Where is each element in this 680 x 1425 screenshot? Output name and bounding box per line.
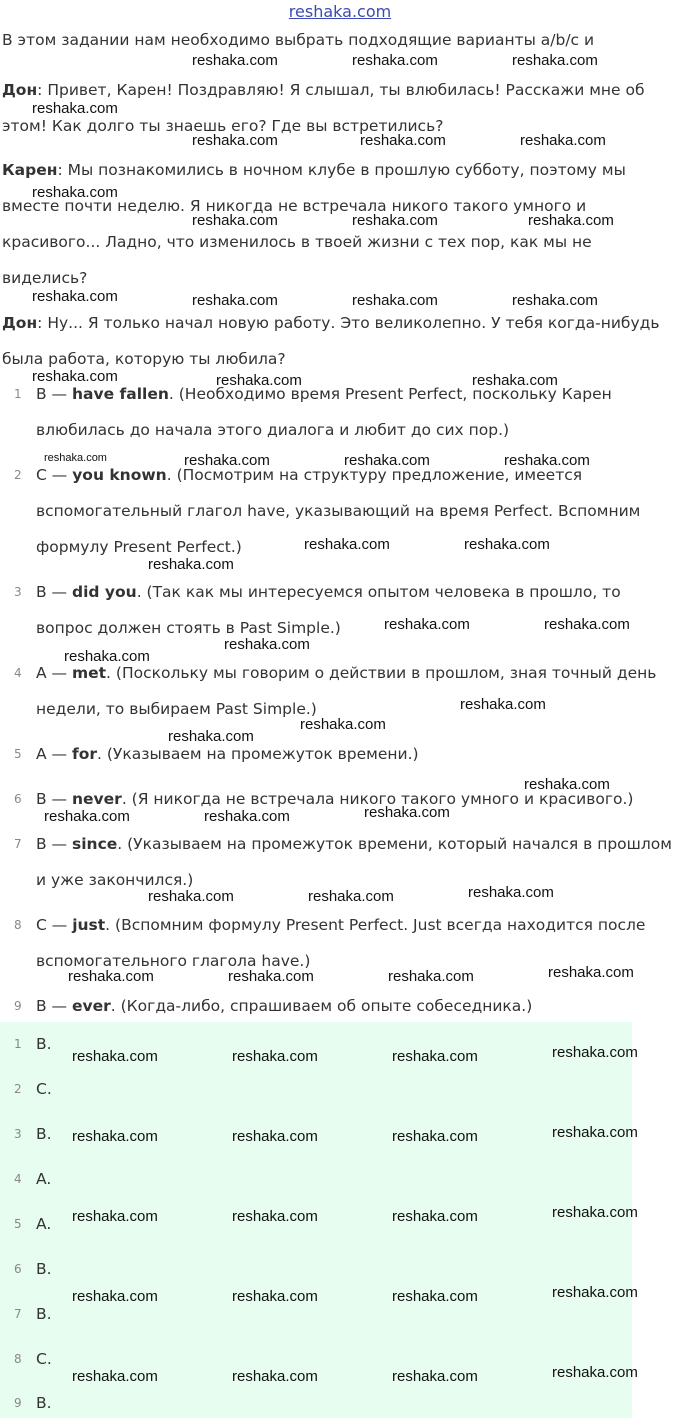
watermark-text: reshaka.com	[468, 884, 554, 901]
answer-letter: B —	[36, 835, 72, 853]
watermark-text: reshaka.com	[44, 808, 130, 825]
answer-phrase: for	[71, 745, 98, 763]
answer-value: C.	[36, 1350, 52, 1368]
answer-value: B.	[36, 1035, 52, 1053]
watermark-text: reshaka.com	[228, 968, 314, 985]
watermark-text: reshaka.com	[552, 1124, 638, 1141]
watermark-text: reshaka.com	[528, 212, 614, 229]
watermark-text: reshaka.com	[72, 1368, 158, 1385]
answer-row	[0, 1251, 632, 1291]
watermark-text: reshaka.com	[232, 1048, 318, 1065]
answer-value: B.	[36, 1260, 52, 1278]
watermark-text: reshaka.com	[364, 804, 450, 821]
dialogue-text: : Мы познакомились в ночном клубе в прошлую субботу, поэтому мы вместе почти неделю. Я никогда не встречала никого такого умного и красивого... Ладно, что изменилось в твоей жизни с тех пор, как мы не виделись?	[2, 161, 626, 287]
watermark-text: reshaka.com	[72, 1208, 158, 1225]
explanation-rest: . (Необходимо время Present Perfect, поскольку Карен влюбилась до начала этого диалога и любит до сих пор.)	[36, 385, 612, 439]
speaker-name: Дон	[2, 81, 38, 99]
item-number: 1	[14, 387, 22, 401]
answer-number: 5	[14, 1217, 22, 1231]
site-title[interactable]: reshaka.com	[288, 2, 392, 21]
watermark-text: reshaka.com	[148, 556, 234, 573]
watermark-text: reshaka.com	[552, 1044, 638, 1061]
explanation-rest: . (Посмотрим на структуру предложение, имеется вспомогательный глагол have, указывающий на время Perfect. Вспомним формулу Present Perfect.)	[36, 466, 641, 556]
answer-row	[0, 1071, 632, 1111]
watermark-text: reshaka.com	[308, 888, 394, 905]
watermark-text: reshaka.com	[32, 100, 118, 117]
answer-value: A.	[36, 1170, 52, 1188]
watermark-text: reshaka.com	[148, 888, 234, 905]
watermark-text: reshaka.com	[72, 1288, 158, 1305]
answer-letter: B —	[36, 583, 72, 601]
watermark-text: reshaka.com	[232, 1368, 318, 1385]
watermark-text: reshaka.com	[184, 452, 270, 469]
answer-letter: C —	[36, 916, 73, 934]
watermark-text: reshaka.com	[352, 292, 438, 309]
watermark-text: reshaka.com	[44, 452, 107, 464]
answer-phrase: met	[71, 664, 107, 682]
intro-paragraph: В этом задании нам необходимо выбрать подходящие варианты a/b/c и	[2, 31, 595, 49]
answer-phrase: ever	[72, 997, 111, 1015]
watermark-text: reshaka.com	[232, 1208, 318, 1225]
explanation-rest: . (Поскольку мы говорим о действии в прошлом, зная точный день недели, то выбираем Past Simple.)	[36, 664, 657, 718]
answer-value: C.	[36, 1080, 52, 1098]
answer-letter: A —	[36, 664, 72, 682]
item-number: 9	[14, 999, 22, 1013]
watermark-text: reshaka.com	[512, 292, 598, 309]
answer-number: 6	[14, 1262, 22, 1276]
watermark-text: reshaka.com	[192, 212, 278, 229]
watermark-text: reshaka.com	[192, 52, 278, 69]
watermark-text: reshaka.com	[524, 776, 610, 793]
watermark-text: reshaka.com	[192, 292, 278, 309]
watermark-text: reshaka.com	[352, 52, 438, 69]
speaker-name: Карен	[2, 161, 58, 179]
item-number: 4	[14, 666, 22, 680]
watermark-text: reshaka.com	[544, 616, 630, 633]
explanation-text	[36, 574, 676, 646]
answer-number: 2	[14, 1082, 22, 1096]
answer-letter: A —	[36, 745, 72, 763]
watermark-text: reshaka.com	[360, 132, 446, 149]
watermark-text: reshaka.com	[72, 1048, 158, 1065]
watermark-text: reshaka.com	[504, 452, 590, 469]
explanation-text	[36, 376, 676, 448]
answer-number: 4	[14, 1172, 22, 1186]
speaker-name: Дон	[2, 314, 38, 332]
watermark-text: reshaka.com	[552, 1364, 638, 1381]
watermark-text: reshaka.com	[472, 372, 558, 389]
watermark-text: reshaka.com	[392, 1048, 478, 1065]
dialogue-line	[2, 305, 674, 377]
answer-phrase: since	[72, 835, 118, 853]
watermark-text: reshaka.com	[224, 636, 310, 653]
explanation-rest: . (Так как мы интересуемся опытом человека в прошло, то вопрос должен стоять в Past Simple.)	[36, 583, 621, 637]
watermark-text: reshaka.com	[192, 132, 278, 149]
watermark-text: reshaka.com	[384, 616, 470, 633]
watermark-text: reshaka.com	[512, 52, 598, 69]
watermark-text: reshaka.com	[232, 1128, 318, 1145]
answer-row	[0, 1161, 632, 1201]
watermark-text: reshaka.com	[392, 1368, 478, 1385]
answer-value: B.	[36, 1305, 52, 1323]
watermark-text: reshaka.com	[32, 184, 118, 201]
answer-number: 8	[14, 1352, 22, 1366]
answer-phrase: did you	[72, 583, 137, 601]
watermark-text: reshaka.com	[300, 716, 386, 733]
watermark-text: reshaka.com	[388, 968, 474, 985]
watermark-text: reshaka.com	[460, 696, 546, 713]
answer-phrase: just	[72, 916, 106, 934]
answer-letter: B —	[36, 385, 72, 403]
watermark-text: reshaka.com	[168, 728, 254, 745]
dialogue-text: : Ну... Я только начал новую работу. Это великолепно. У тебя когда-нибудь была работа, которую ты любила?	[2, 314, 660, 368]
answer-letter: C —	[36, 466, 73, 484]
watermark-text: reshaka.com	[72, 1128, 158, 1145]
watermark-text: reshaka.com	[304, 536, 390, 553]
explanation-rest: . (Указываем на промежуток времени.)	[97, 745, 419, 763]
watermark-text: reshaka.com	[552, 1204, 638, 1221]
watermark-text: reshaka.com	[392, 1208, 478, 1225]
watermark-text: reshaka.com	[204, 808, 290, 825]
explanation-text	[36, 736, 676, 772]
answer-phrase: have fallen	[72, 385, 169, 403]
watermark-text: reshaka.com	[32, 368, 118, 385]
watermark-text: reshaka.com	[548, 964, 634, 981]
item-number: 5	[14, 747, 22, 761]
watermark-text: reshaka.com	[552, 1284, 638, 1301]
answer-letter: B —	[36, 997, 72, 1015]
item-number: 3	[14, 585, 22, 599]
dialogue-text: : Привет, Карен! Поздравляю! Я слышал, ты влюбилась! Расскажи мне об этом! Как долго ты знаешь его? Где вы встретились?	[2, 81, 645, 135]
item-number: 7	[14, 837, 22, 851]
answer-number: 3	[14, 1127, 22, 1141]
watermark-text: reshaka.com	[520, 132, 606, 149]
watermark-text: reshaka.com	[352, 212, 438, 229]
watermark-text: reshaka.com	[232, 1288, 318, 1305]
watermark-text: reshaka.com	[344, 452, 430, 469]
answer-value: A.	[36, 1215, 52, 1233]
explanation-rest: . (Указываем на промежуток времени, который начался в прошлом и уже закончился.)	[36, 835, 672, 889]
answer-phrase: never	[72, 790, 122, 808]
watermark-text: reshaka.com	[68, 968, 154, 985]
watermark-text: reshaka.com	[216, 372, 302, 389]
item-number: 2	[14, 468, 22, 482]
explanation-rest: . (Вспомним формулу Present Perfect. Just всегда находится после вспомогательного глагола have.)	[36, 916, 646, 970]
watermark-text: reshaka.com	[32, 288, 118, 305]
answer-number: 9	[14, 1396, 22, 1410]
watermark-text: reshaka.com	[392, 1288, 478, 1305]
answer-letter: B —	[36, 790, 72, 808]
watermark-text: reshaka.com	[392, 1128, 478, 1145]
answer-number: 1	[14, 1037, 22, 1051]
explanation-text	[36, 988, 676, 1024]
answer-phrase: you known	[72, 466, 167, 484]
answer-value: B.	[36, 1394, 52, 1412]
explanation-rest: . (Я никогда не встречала никого такого умного и красивого.)	[121, 790, 634, 808]
item-number: 6	[14, 792, 22, 806]
explanation-rest: . (Когда-либо, спрашиваем об опыте собеседника.)	[110, 997, 533, 1015]
watermark-text: reshaka.com	[64, 648, 150, 665]
item-number: 8	[14, 918, 22, 932]
answer-row	[0, 1385, 632, 1425]
answer-number: 7	[14, 1307, 22, 1321]
answer-value: B.	[36, 1125, 52, 1143]
watermark-text: reshaka.com	[464, 536, 550, 553]
